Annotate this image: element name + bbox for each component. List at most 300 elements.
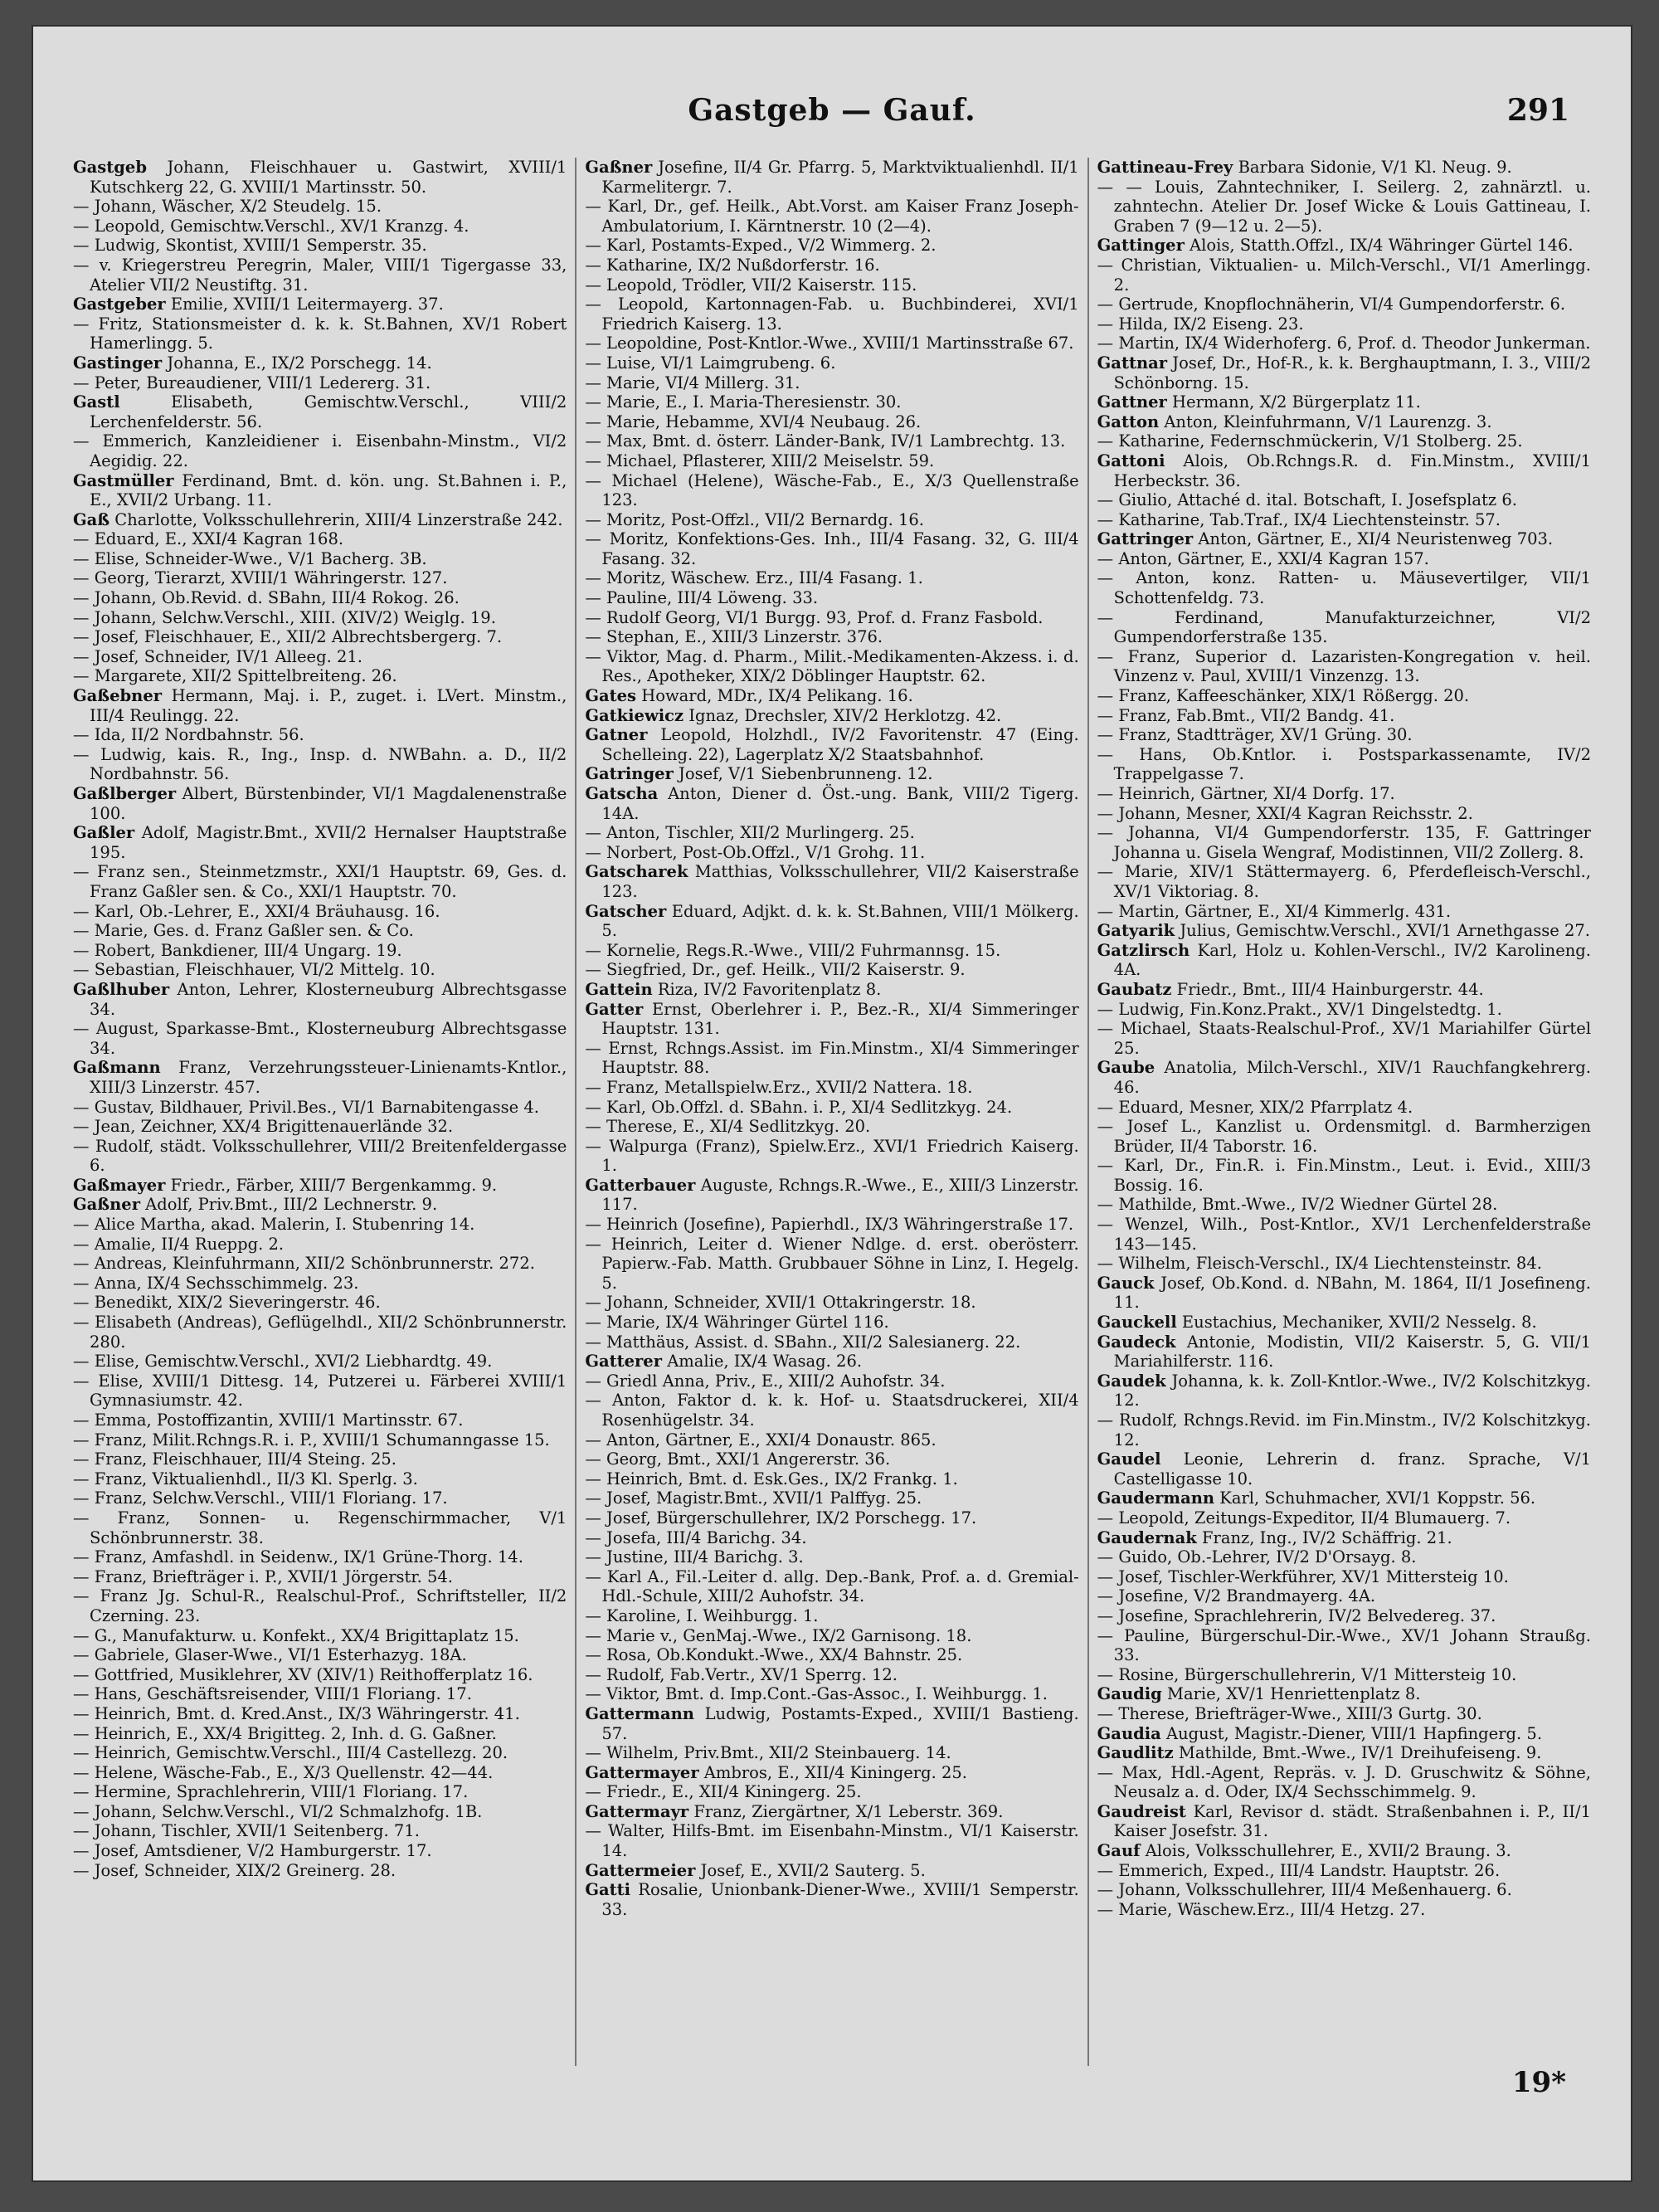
- entry-text: — Walter, Hilfs-Bmt. im Eisenbahn-Minstm., VI/1 Kaiserstr. 14.: [585, 1821, 1079, 1861]
- directory-entry: [1097, 549, 1591, 569]
- entry-text: — Max, Bmt. d. österr. Länder-Bank, IV/1 Lambrechtg. 13.: [585, 431, 1066, 451]
- directory-entry: [1097, 529, 1591, 549]
- entry-text: Howard, MDr., IX/4 Pelikang. 16.: [636, 686, 913, 706]
- entry-text: — Viktor, Mag. d. Pharm., Milit.-Medikamenten-Akzess. i. d. Res., Apotheker, XIX/2 Döblinger Hauptstr. 62.: [585, 646, 1079, 686]
- directory-entry: [1097, 823, 1591, 862]
- entry-text: Anton, Gärtner, E., XI/4 Neuristenweg 703.: [1193, 529, 1554, 549]
- entry-text: — Johann, Tischler, XVII/1 Seitenberg. 71.: [73, 1821, 420, 1841]
- directory-entry: [1097, 1372, 1591, 1411]
- directory-entry: [585, 1861, 1078, 1881]
- directory-entry: [585, 1215, 1078, 1235]
- directory-entry: [1097, 1274, 1591, 1313]
- directory-entry: [585, 902, 1078, 941]
- directory-entry: [73, 471, 567, 510]
- entry-surname: Gaudermann: [1097, 1488, 1215, 1508]
- directory-entry: [73, 1137, 567, 1176]
- directory-entry: [585, 608, 1078, 628]
- entry-text: — Franz, Selchw.Verschl., VIII/1 Floriang. 17.: [73, 1488, 448, 1508]
- directory-entry: [73, 314, 567, 353]
- directory-entry: [1097, 1567, 1591, 1587]
- entry-surname: Gattringer: [1097, 529, 1194, 549]
- entry-surname: Gaß: [73, 509, 110, 529]
- directory-entry: [73, 1449, 567, 1469]
- entry-surname: Gatscher: [585, 901, 667, 921]
- directory-entry: [73, 823, 567, 862]
- entry-surname: Gatter: [585, 999, 644, 1019]
- directory-entry: [1097, 236, 1591, 256]
- entry-surname: Gaßmayer: [73, 1175, 166, 1195]
- entry-text: Marie, XV/1 Henriettenplatz 8.: [1161, 1684, 1421, 1704]
- entry-text: — Marie, Wäschew.Erz., III/4 Hetzg. 27.: [1097, 1899, 1426, 1919]
- directory-entry: [73, 1254, 567, 1274]
- entry-text: Ambros, E., XII/4 Kiningerg. 25.: [698, 1762, 968, 1782]
- entry-text: — Emmerich, Exped., III/4 Landstr. Hauptstr. 26.: [1097, 1860, 1501, 1880]
- directory-entry: [1097, 862, 1591, 901]
- entry-surname: Gatterer: [585, 1352, 662, 1372]
- directory-entry: [73, 236, 567, 256]
- entry-text: — August, Sparkasse-Bmt., Klosterneuburg Albrechtsgasse 34.: [73, 1019, 567, 1058]
- entry-text: — Josef, Amtsdiener, V/2 Hamburgerstr. 17.: [73, 1841, 432, 1861]
- directory-entry: [1097, 1411, 1591, 1449]
- entry-text: Karl, Holz u. Kohlen-Verschl., IV/2 Karolineng. 4A.: [1113, 940, 1591, 980]
- entry-text: — Emma, Postoffizantin, XVIII/1 Martinsstr. 67.: [73, 1411, 464, 1430]
- entry-text: Josef, V/1 Siebenbrunneng. 12.: [673, 764, 933, 784]
- entry-text: — Franz, Briefträger i. P., XVII/1 Jörgerstr. 54.: [73, 1566, 453, 1586]
- entry-text: Ernst, Oberlehrer i. P., Bez.-R., XI/4 Simmeringer Hauptstr. 131.: [601, 999, 1079, 1039]
- entry-text: August, Magistr.-Diener, VIII/1 Hapfingerg. 5.: [1160, 1723, 1543, 1743]
- entry-text: — Marie, VI/4 Millerg. 31.: [585, 373, 800, 392]
- entry-text: — Anton, Tischler, XII/2 Murlingerg. 25.: [585, 823, 915, 843]
- entry-text: — Siegfried, Dr., gef. Heilk., VII/2 Kaiserstr. 9.: [585, 960, 966, 980]
- directory-entry: [1097, 1508, 1591, 1528]
- entry-text: Antonie, Modistin, VII/2 Kaiserstr. 5, G. VII/1 Mariahilferstr. 116.: [1113, 1332, 1591, 1372]
- entry-text: — Elise, XVIII/1 Dittesg. 14, Putzerei u. Färberei XVIII/1 Gymnasiumstr. 42.: [73, 1371, 567, 1411]
- directory-entry: [73, 373, 567, 393]
- entry-text: Ludwig, Postamts-Exped., XVIII/1 Bastieng. 57.: [601, 1703, 1079, 1743]
- directory-entry: [73, 1684, 567, 1704]
- column-3: [1087, 158, 1591, 2066]
- entry-text: — Walpurga (Franz), Spielw.Erz., XVI/1 Friedrich Kaiserg. 1.: [585, 1136, 1079, 1176]
- entry-text: — Karl, Dr., Fin.R. i. Fin.Minstm., Leut. i. Evid., XIII/3 Bossig. 16.: [1097, 1156, 1591, 1195]
- entry-text: Barbara Sidonie, V/1 Kl. Neug. 9.: [1233, 158, 1512, 177]
- entry-text: — Karl A., Fil.-Leiter d. allg. Dep.-Bank, Prof. a. d. Gremial-Hdl.-Schule, XIII/2 Auhofstr. 34.: [585, 1566, 1079, 1606]
- entry-text: Alois, Ob.Rchngs.R. d. Fin.Minstm., XVIII/1 Herbeckstr. 36.: [1113, 451, 1591, 490]
- entry-text: Johann, Fleischhauer u. Gastwirt, XVIII/1 Kutschkerg 22, G. XVIII/1 Martinsstr. 50.: [90, 158, 567, 197]
- entry-text: — Wenzel, Wilh., Post-Kntlor., XV/1 Lerchenfelderstraße 143—145.: [1097, 1215, 1591, 1254]
- entry-text: — Anton, Gärtner, E., XXI/4 Donaustr. 865.: [585, 1430, 937, 1449]
- entry-text: — Helene, Wäsche-Fab., E., X/3 Quellenstr. 42—44.: [73, 1762, 494, 1782]
- entry-text: — Moritz, Post-Offzl., VII/2 Bernardg. 16.: [585, 509, 924, 529]
- entry-surname: Gattner: [1097, 392, 1167, 412]
- entry-text: Hermann, X/2 Bürgerplatz 11.: [1166, 392, 1421, 412]
- directory-entry: [1097, 686, 1591, 706]
- entry-text: — Pauline, III/4 Löweng. 33.: [585, 588, 819, 608]
- entry-surname: Gastmüller: [73, 470, 174, 490]
- entry-text: Franz, Verzehrungssteuer-Linienamts-Kntlor., XIII/3 Linzerstr. 457.: [90, 1058, 567, 1097]
- entry-text: — Franz Jg. Schul-R., Realschul-Prof., Schriftsteller, II/2 Czerning. 23.: [73, 1586, 567, 1625]
- entry-text: — Josef, Schneider, IV/1 Alleeg. 21.: [73, 646, 362, 666]
- directory-entry: [73, 1665, 567, 1685]
- entry-surname: Gaßner: [73, 1195, 140, 1215]
- entry-surname: Gattnar: [1097, 353, 1168, 373]
- entry-text: — Michael, Staats-Realschul-Prof., XV/1 Mariahilfer Gürtel 25.: [1097, 1019, 1591, 1058]
- entry-text: Franz, Ing., IV/2 Schäffrig. 21.: [1196, 1527, 1452, 1547]
- directory-page: [32, 25, 1632, 2182]
- directory-entry: [73, 1098, 567, 1118]
- directory-entry: [585, 431, 1078, 451]
- directory-entry: [73, 1176, 567, 1196]
- directory-entry: [585, 725, 1078, 764]
- entry-text: — Leopold, Zeitungs-Expeditor, II/4 Blumauerg. 7.: [1097, 1508, 1511, 1527]
- entry-surname: Gaßler: [73, 823, 135, 843]
- entry-text: — Johann, Selchw.Verschl., VI/2 Schmalzhofg. 1B.: [73, 1801, 483, 1821]
- entry-surname: Gaudig: [1097, 1684, 1162, 1704]
- entry-surname: Gattein: [585, 979, 653, 999]
- entry-text: Franz, Ziergärtner, X/1 Leberstr. 369.: [688, 1801, 1004, 1821]
- directory-entry: [585, 529, 1078, 568]
- directory-entry: [1097, 1333, 1591, 1372]
- entry-text: — Josef L., Kanzlist u. Ordensmitgl. d. Barmherzigen Brüder, II/4 Taborstr. 16.: [1097, 1117, 1591, 1156]
- entry-text: — Alice Martha, akad. Malerin, I. Stubenring 14.: [73, 1215, 475, 1235]
- entry-text: Matthias, Volksschullehrer, VII/2 Kaiserstraße 123.: [601, 862, 1079, 901]
- directory-entry: [1097, 256, 1591, 295]
- directory-entry: [1097, 295, 1591, 314]
- directory-entry: [585, 1235, 1078, 1294]
- entry-text: Adolf, Magistr.Bmt., XVII/2 Hernalser Hauptstraße 195.: [90, 823, 567, 862]
- directory-entry: [585, 510, 1078, 530]
- directory-entry: [585, 1645, 1078, 1665]
- entry-surname: Gaudek: [1097, 1371, 1166, 1391]
- entry-text: — Michael, Pflasterer, XIII/2 Meiselstr. 59.: [585, 451, 935, 470]
- entry-text: — Jean, Zeichner, XX/4 Brigittenauerlände 32.: [73, 1117, 454, 1137]
- directory-entry: [73, 1195, 567, 1215]
- directory-entry: [1097, 941, 1591, 980]
- directory-entry: [585, 941, 1078, 961]
- entry-text: Auguste, Rchngs.R.-Wwe., E., XIII/3 Linzerstr. 117.: [601, 1175, 1079, 1215]
- entry-text: — Johann, Ob.Revid. d. SBahn, III/4 Rokog. 26.: [73, 588, 460, 608]
- entry-text: — Josef, Bürgerschullehrer, IX/2 Porschegg. 17.: [585, 1508, 977, 1527]
- entry-text: — Leopoldine, Post-Kntlor.-Wwe., XVIII/1 Martinsstraße 67.: [585, 334, 1074, 353]
- directory-entry: [1097, 178, 1591, 236]
- entry-text: — Luise, VI/1 Laimgrubeng. 6.: [585, 353, 836, 373]
- entry-text: Hermann, Maj. i. P., zuget. i. LVert. Minstm., III/4 Reulingg. 22.: [90, 686, 567, 725]
- entry-text: — Benedikt, XIX/2 Sieveringerstr. 46.: [73, 1293, 381, 1313]
- directory-entry: [73, 1274, 567, 1294]
- entry-text: — Marie v., GenMaj.-Wwe., IX/2 Garnisong. 18.: [585, 1625, 972, 1645]
- directory-entry: [585, 1528, 1078, 1548]
- entry-surname: Gastgeber: [73, 295, 166, 314]
- entry-text: — Hermine, Sprachlehrerin, VIII/1 Floriang. 17.: [73, 1782, 469, 1802]
- entry-text: Friedr., Bmt., III/4 Hainburgerstr. 44.: [1171, 979, 1484, 999]
- entry-text: — Hans, Ob.Kntlor. i. Postsparkassenamte, IV/2 Trappelgasse 7.: [1097, 744, 1591, 784]
- directory-entry: [585, 1333, 1078, 1352]
- entry-text: — G., Manufakturw. u. Konfekt., XX/4 Brigittaplatz 15.: [73, 1625, 519, 1645]
- directory-entry: [73, 1586, 567, 1625]
- entry-text: Josef, Ob.Kond. d. NBahn, M. 1864, II/1 Josefineng. 11.: [1113, 1273, 1591, 1313]
- entry-text: — Franz sen., Steinmetzmstr., XXI/1 Hauptstr. 69, Ges. d. Franz Gaßler sen. & Co., XXI/1 Hauptstr. 70.: [73, 862, 567, 901]
- entry-text: — Rudolf Georg, VI/1 Burgg. 93, Prof. d. Franz Fasbold.: [585, 607, 1044, 627]
- entry-text: — Hilda, IX/2 Eiseng. 23.: [1097, 314, 1304, 334]
- directory-entry: [1097, 1861, 1591, 1881]
- entry-text: Anton, Kleinfuhrmann, V/1 Laurenzg. 3.: [1159, 412, 1492, 431]
- entry-text: Anton, Diener d. Öst.-ung. Bank, VIII/2 Tigerg. 14A.: [601, 784, 1079, 823]
- directory-entry: [1097, 1724, 1591, 1744]
- entry-surname: Gauck: [1097, 1273, 1155, 1293]
- entry-text: — Ludwig, Skontist, XVIII/1 Semperstr. 35.: [73, 236, 427, 256]
- entry-columns: [73, 158, 1591, 2066]
- directory-entry: [585, 1078, 1078, 1098]
- entry-text: — Karl, Dr., gef. Heilk., Abt.Vorst. am Kaiser Franz Joseph-Ambulatorium, I. Kärntnerstr. 10 (2—4).: [585, 197, 1079, 236]
- entry-text: — Therese, Briefträger-Wwe., XIII/3 Gurtg. 30.: [1097, 1703, 1482, 1723]
- entry-text: — Josef, Fleischhauer, E., XII/2 Albrechtsbergerg. 7.: [73, 627, 503, 647]
- entry-text: — Rudolf, städt. Volksschullehrer, VIII/2 Breitenfeldergasse 6.: [73, 1136, 567, 1176]
- entry-surname: Gatringer: [585, 764, 674, 784]
- directory-entry: [585, 197, 1078, 236]
- entry-text: Rosalie, Unionbank-Diener-Wwe., XVIII/1 Semperstr. 33.: [601, 1880, 1079, 1919]
- entry-text: — Josef, Magistr.Bmt., XVII/1 Palffyg. 25.: [585, 1488, 922, 1508]
- directory-entry: [585, 706, 1078, 726]
- entry-text: — Peter, Bureaudiener, VIII/1 Ledererg. 31.: [73, 373, 431, 392]
- directory-entry: [1097, 1195, 1591, 1215]
- entry-text: Julius, Gemischtw.Verschl., XVI/1 Arnethgasse 27.: [1175, 921, 1590, 941]
- directory-entry: [1097, 1488, 1591, 1508]
- entry-text: — Johann, Mesner, XXI/4 Kagran Reichsstr. 2.: [1097, 803, 1473, 823]
- directory-entry: [1097, 1254, 1591, 1274]
- entry-text: Leonie, Lehrerin d. franz. Sprache, V/1 Castelligasse 10.: [1113, 1449, 1591, 1488]
- directory-entry: [1097, 804, 1591, 824]
- entry-text: Anton, Lehrer, Klosterneuburg Albrechtsgasse 34.: [90, 979, 567, 1019]
- entry-text: Emilie, XVIII/1 Leitermayerg. 37.: [165, 295, 444, 314]
- entry-text: — Johann, Volksschullehrer, III/4 Meßenhauerg. 6.: [1097, 1880, 1512, 1900]
- entry-text: Adolf, Priv.Bmt., III/2 Lechnerstr. 9.: [139, 1195, 438, 1215]
- directory-entry: [585, 1000, 1078, 1039]
- entry-text: — Rosine, Bürgerschullehrerin, V/1 Mittersteig 10.: [1097, 1664, 1517, 1684]
- entry-text: — Johann, Schneider, XVII/1 Ottakringerstr. 18.: [585, 1293, 976, 1313]
- directory-entry: [1097, 158, 1591, 178]
- entry-text: — Franz, Sonnen- u. Regenschirmmacher, V/1 Schönbrunnerstr. 38.: [73, 1508, 567, 1547]
- directory-entry: [585, 823, 1078, 843]
- entry-text: — Moritz, Wäschew. Erz., III/4 Fasang. 1.: [585, 568, 923, 588]
- entry-text: — Anton, Faktor d. k. k. Hof- u. Staatsdruckerei, XII/4 Rosenhügelstr. 34.: [585, 1391, 1079, 1430]
- directory-entry: [73, 1430, 567, 1450]
- entry-surname: Gatti: [585, 1880, 631, 1900]
- entry-surname: Gattermayer: [585, 1762, 699, 1782]
- entry-surname: Gattinger: [1097, 236, 1185, 256]
- directory-entry: [73, 745, 567, 784]
- entry-text: — Marie, Hebamme, XVI/4 Neubaug. 26.: [585, 412, 922, 431]
- directory-entry: [585, 784, 1078, 823]
- entry-text: — Matthäus, Assist. d. SBahn., XII/2 Salesianerg. 22.: [585, 1332, 1021, 1352]
- directory-entry: [1097, 608, 1591, 647]
- entry-text: — Pauline, Bürgerschul-Dir.-Wwe., XV/1 Johann Straußg. 33.: [1097, 1625, 1591, 1665]
- entry-text: — Emmerich, Kanzleidiener i. Eisenbahn-Minstm., VI/2 Aegidig. 22.: [73, 431, 567, 470]
- directory-entry: [585, 980, 1078, 1000]
- directory-entry: [73, 1567, 567, 1587]
- entry-surname: Gatscha: [585, 784, 659, 803]
- directory-entry: [585, 1313, 1078, 1333]
- directory-entry: [73, 1508, 567, 1547]
- directory-entry: [585, 1039, 1078, 1078]
- directory-entry: [73, 608, 567, 628]
- entry-text: Eustachius, Mechaniker, XVII/2 Nesselg. 8.: [1176, 1313, 1537, 1333]
- directory-entry: [585, 764, 1078, 784]
- directory-entry: [1097, 1117, 1591, 1156]
- entry-surname: Gaudlitz: [1097, 1743, 1174, 1763]
- entry-text: — Katharine, Tab.Traf., IX/4 Liechtensteinstr. 57.: [1097, 509, 1501, 529]
- entry-text: — Elisabeth (Andreas), Geflügelhdl., XII/2 Schönbrunnerstr. 280.: [73, 1313, 567, 1352]
- directory-entry: [1097, 1215, 1591, 1254]
- entry-text: — Martin, Gärtner, E., XI/4 Kimmerlg. 431.: [1097, 901, 1452, 921]
- entry-text: — Marie, Ges. d. Franz Gaßler sen. & Co.: [73, 921, 414, 941]
- entry-text: — Franz, Metallspielw.Erz., XVII/2 Nattera. 18.: [585, 1077, 973, 1097]
- entry-text: — Franz, Superior d. Lazaristen-Kongregation v. heil. Vinzenz v. Paul, XVIII/1 Vinzenzg. 13.: [1097, 646, 1591, 686]
- entry-text: — Leopold, Trödler, VII/2 Kaiserstr. 115.: [585, 275, 917, 295]
- entry-text: Alois, Statth.Offzl., IX/4 Währinger Gürtel 146.: [1184, 236, 1574, 256]
- directory-entry: [73, 1704, 567, 1724]
- directory-entry: [585, 334, 1078, 353]
- entry-text: — Leopold, Kartonnagen-Fab. u. Buchbinderei, XVI/1 Friedrich Kaiserg. 13.: [585, 295, 1079, 334]
- entry-surname: Gastinger: [73, 353, 163, 373]
- directory-entry: [73, 1117, 567, 1137]
- entry-text: — Kornelie, Regs.R.-Wwe., VIII/2 Fuhrmannsg. 15.: [585, 940, 1001, 960]
- directory-entry: [73, 1782, 567, 1802]
- directory-entry: [1097, 1880, 1591, 1900]
- entry-text: — Marie, IX/4 Währinger Gürtel 116.: [585, 1313, 889, 1333]
- entry-text: — Franz, Amfashdl. in Seidenw., IX/1 Grüne-Thorg. 14.: [73, 1547, 523, 1567]
- entry-text: Josef, Dr., Hof-R., k. k. Berghauptmann, I. 3., VIII/2 Schönborng. 15.: [1113, 353, 1591, 392]
- directory-entry: [585, 1352, 1078, 1372]
- entry-text: — Elise, Gemischtw.Verschl., XVI/2 Liebhardtg. 49.: [73, 1352, 493, 1372]
- entry-text: — Martin, IX/4 Widerhoferg. 6, Prof. d. Theodor Junkerman.: [1097, 334, 1591, 353]
- directory-entry: [585, 373, 1078, 393]
- directory-entry: [73, 1547, 567, 1567]
- entry-text: — Leopold, Gemischtw.Verschl., XV/1 Kranzg. 4.: [73, 216, 469, 236]
- column-2: [575, 158, 1078, 2066]
- entry-text: — Norbert, Post-Ob.Offzl., V/1 Grohg. 11.: [585, 842, 926, 862]
- page-header: [32, 93, 1632, 143]
- entry-text: — Giulio, Attaché d. ital. Botschaft, I. Josefsplatz 6.: [1097, 490, 1517, 510]
- entry-surname: Gatner: [585, 725, 648, 745]
- directory-entry: [585, 412, 1078, 432]
- directory-entry: [73, 1019, 567, 1058]
- directory-entry: [73, 1743, 567, 1763]
- entry-text: — Hans, Geschäftsreisender, VIII/1 Floriang. 17.: [73, 1684, 472, 1704]
- directory-entry: [585, 353, 1078, 373]
- entry-text: — — Louis, Zahntechniker, I. Seilerg. 2, zahnärztl. u. zahntechn. Atelier Dr. Josef Wicke & Louis Gattineau, I. Graben 7 (9—12 u. 2—5).: [1097, 177, 1591, 236]
- directory-entry: [73, 568, 567, 588]
- directory-entry: [1097, 745, 1591, 784]
- entry-text: — Justine, III/4 Barichg. 3.: [585, 1547, 804, 1567]
- directory-entry: [585, 1488, 1078, 1508]
- entry-text: — Karl, Ob.Offzl. d. SBahn. i. P., XI/4 Sedlitzkyg. 24.: [585, 1097, 1013, 1117]
- entry-text: — Gottfried, Musiklehrer, XV (XIV/1) Reithofferplatz 16.: [73, 1664, 533, 1684]
- directory-entry: [1097, 314, 1591, 334]
- entry-text: — Georg, Bmt., XXI/1 Angererstr. 36.: [585, 1449, 891, 1469]
- directory-entry: [585, 451, 1078, 471]
- entry-surname: Gaudel: [1097, 1449, 1161, 1469]
- directory-entry: [1097, 1449, 1591, 1488]
- entry-text: — Ludwig, Fin.Konz.Prakt., XV/1 Dingelstedtg. 1.: [1097, 999, 1502, 1019]
- directory-entry: [73, 686, 567, 725]
- entry-text: — Georg, Tierarzt, XVIII/1 Währingerstr. 127.: [73, 568, 448, 588]
- directory-entry: [1097, 647, 1591, 686]
- entry-text: — Heinrich, Gärtner, XI/4 Dorfg. 17.: [1097, 784, 1395, 803]
- entry-text: — Viktor, Bmt. d. Imp.Cont.-Gas-Assoc., I. Weihburgg. 1.: [585, 1684, 1048, 1704]
- entry-text: Albert, Bürstenbinder, VI/1 Magdalenenstraße 100.: [90, 784, 567, 823]
- directory-entry: [585, 1547, 1078, 1567]
- directory-entry: [1097, 1586, 1591, 1606]
- directory-entry: [73, 1488, 567, 1508]
- entry-text: — Eduard, E., XXI/4 Kagran 168.: [73, 529, 344, 549]
- entry-text: — Marie, XIV/1 Stättermayerg. 6, Pferdefleisch-Verschl., XV/1 Viktoriag. 8.: [1097, 862, 1591, 901]
- entry-surname: Gaßebner: [73, 686, 163, 706]
- directory-entry: [73, 627, 567, 647]
- directory-entry: [585, 1176, 1078, 1215]
- directory-entry: [1097, 706, 1591, 726]
- directory-entry: [1097, 1000, 1591, 1020]
- entry-text: — Johann, Selchw.Verschl., XIII. (XIV/2) Weiglg. 19.: [73, 607, 496, 627]
- entry-surname: Gatton: [1097, 412, 1160, 431]
- directory-entry: [73, 1058, 567, 1097]
- entry-text: — Eduard, Mesner, XIX/2 Pfarrplatz 4.: [1097, 1097, 1413, 1117]
- directory-entry: [585, 1665, 1078, 1685]
- entry-surname: Gaudreist: [1097, 1801, 1186, 1821]
- directory-entry: [73, 980, 567, 1019]
- directory-entry: [1097, 921, 1591, 941]
- entry-surname: Gaube: [1097, 1058, 1155, 1078]
- directory-entry: [585, 1821, 1078, 1860]
- entry-surname: Gattineau-Frey: [1097, 158, 1233, 177]
- directory-entry: [1097, 451, 1591, 490]
- entry-text: Johanna, E., IX/2 Porschegg. 14.: [162, 353, 432, 373]
- entry-surname: Gauf: [1097, 1841, 1141, 1861]
- entry-text: — Guido, Ob.-Lehrer, IV/2 D'Orsayg. 8.: [1097, 1547, 1417, 1567]
- entry-text: — Karl, Ob.-Lehrer, E., XXI/4 Bräuhausg. 16.: [73, 901, 440, 921]
- directory-entry: [585, 1802, 1078, 1822]
- entry-text: — Ferdinand, Manufakturzeichner, VI/2 Gumpendorferstraße 135.: [1097, 607, 1591, 647]
- directory-entry: [1097, 902, 1591, 922]
- directory-entry: [73, 1841, 567, 1861]
- entry-text: — Margarete, XII/2 Spittelbreiteng. 26.: [73, 666, 397, 686]
- directory-entry: [1097, 1626, 1591, 1665]
- entry-text: Ignaz, Drechsler, XIV/2 Herklotzg. 42.: [684, 705, 1002, 725]
- directory-entry: [73, 1215, 567, 1235]
- directory-entry: [1097, 1684, 1591, 1704]
- entry-text: — Christian, Viktualien- u. Milch-Verschl., VI/1 Amerlingg. 2.: [1097, 255, 1591, 295]
- directory-entry: [585, 960, 1078, 980]
- entry-text: — Gustav, Bildhauer, Privil.Bes., VI/1 Barnabitengasse 4.: [73, 1097, 539, 1117]
- entry-text: Anatolia, Milch-Verschl., XIV/1 Rauchfangkehrerg. 46.: [1113, 1058, 1591, 1097]
- entry-surname: Gatscharek: [585, 862, 688, 882]
- directory-entry: [585, 1606, 1078, 1626]
- entry-text: — Karl, Postamts-Exped., V/2 Wimmerg. 2.: [585, 236, 937, 256]
- entry-text: — Heinrich, Bmt. d. Esk.Ges., IX/2 Frankg. 1.: [585, 1469, 958, 1488]
- entry-text: Eduard, Adjkt. d. k. k. St.Bahnen, VIII/1 Mölkerg. 5.: [601, 901, 1079, 941]
- directory-entry: [1097, 568, 1591, 607]
- directory-entry: [1097, 392, 1591, 412]
- directory-entry: [1097, 1841, 1591, 1861]
- directory-entry: [1097, 1156, 1591, 1195]
- entry-text: — Josefine, V/2 Brandmayerg. 4A.: [1097, 1586, 1376, 1606]
- directory-entry: [585, 1372, 1078, 1391]
- directory-entry: [73, 295, 567, 314]
- entry-text: — Josefa, III/4 Barichg. 34.: [585, 1527, 807, 1547]
- entry-text: — Heinrich, Gemischtw.Verschl., III/4 Castellezg. 20.: [73, 1743, 508, 1763]
- directory-entry: [1097, 510, 1591, 530]
- directory-entry: [585, 236, 1078, 256]
- directory-entry: [585, 1293, 1078, 1313]
- entry-text: — Rudolf, Fab.Vertr., XV/1 Sperrg. 12.: [585, 1664, 898, 1684]
